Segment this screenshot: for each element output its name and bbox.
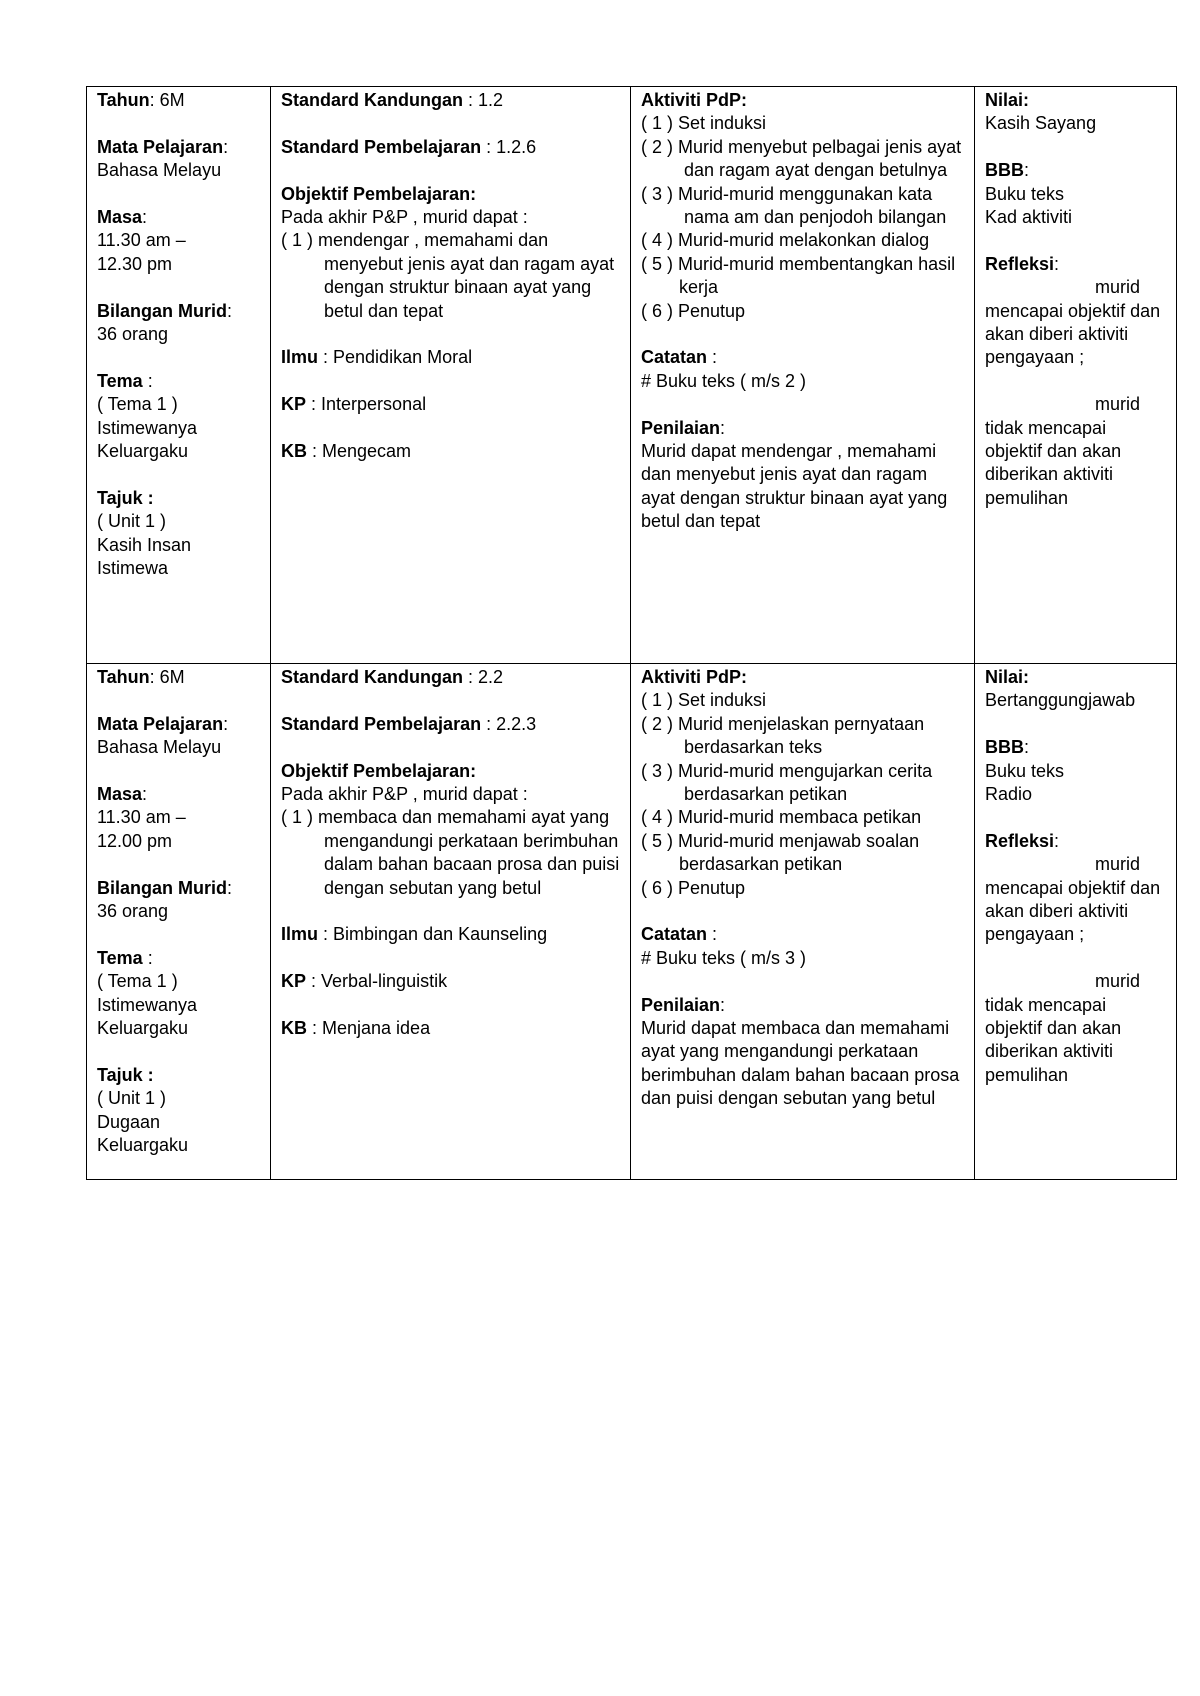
catatan-value: # Buku teks ( m/s 2 ) xyxy=(641,370,807,391)
standard-kandungan-field xyxy=(281,89,620,112)
kb-value: : Mengecam xyxy=(307,441,412,462)
bilangan-murid-field: Bilangan Murid: 36 orang xyxy=(97,300,233,345)
lesson-row xyxy=(87,664,1177,1180)
penilaian-value: Murid dapat mendengar , memahami dan menyebut jenis ayat dan ragam ayat dengan struktur binaan ayat yang betul dan tepat xyxy=(641,441,948,532)
ilmu-label: Ilmu xyxy=(281,347,319,368)
bilangan-murid-label: Bilangan Murid xyxy=(97,877,227,898)
mata-pelajaran-value: Bahasa Melayu xyxy=(97,737,222,758)
masa-value: 11.30 am – 12.30 pm xyxy=(97,230,186,274)
aktiviti-item: ( 3 ) Murid-murid menggunakan kata nama am dan penjodoh bilangan xyxy=(641,183,947,228)
lesson-plan-table xyxy=(86,86,1177,1180)
tajuk-field xyxy=(97,1064,260,1158)
kp-label: KP xyxy=(281,394,307,415)
refleksi-mencapai-text: mencapai objektif dan akan diberi aktiviti pengayaan ; xyxy=(985,300,1161,368)
bilangan-murid-field: Bilangan Murid: 36 orang xyxy=(97,877,233,922)
ilmu-label: Ilmu xyxy=(281,924,319,945)
ilmu-value: : Bimbingan dan Kaunseling xyxy=(318,924,548,945)
kp-label: KP xyxy=(281,971,307,992)
aktiviti-cell xyxy=(631,664,975,1180)
aktiviti-item: ( 3 ) Murid-murid mengujarkan cerita berdasarkan petikan xyxy=(641,760,933,805)
refleksi-tidak-mencapai xyxy=(985,970,1166,1087)
nilai-label: Nilai: xyxy=(985,667,1030,687)
masa-label: Masa xyxy=(97,207,143,227)
ilmu-field xyxy=(281,923,620,946)
standard-cell xyxy=(271,87,631,664)
nilai-label: Nilai: xyxy=(985,90,1030,110)
tajuk-value: ( Unit 1 ) Dugaan Keluargaku xyxy=(97,1088,189,1156)
tahun-value: : 6M xyxy=(149,90,185,110)
refleksi-mencapai-word: murid xyxy=(1095,277,1141,298)
tajuk-label: Tajuk : xyxy=(97,487,154,508)
refleksi-tidak-mencapai-text: tidak mencapai objektif dan akan diberikan aktiviti pemulihan xyxy=(985,417,1122,508)
tajuk-label: Tajuk : xyxy=(97,1064,154,1085)
bbb-field: BBB: xyxy=(985,160,1030,181)
mata-pelajaran-field: Mata Pelajaran: Bahasa Melayu xyxy=(97,136,229,181)
standard-pembelajaran-field xyxy=(281,136,620,159)
penilaian-value: Murid dapat membaca dan memahami ayat yang mengandungi perkataan berimbuhan dalam bahan bacaan prosa dan puisi dengan sebutan yang betul xyxy=(641,1018,960,1109)
mata-pelajaran-label: Mata Pelajaran xyxy=(97,136,224,157)
objektif-item: ( 1 ) membaca dan memahami ayat yang mengandungi perkataan berimbuhan dalam bahan bacaan prosa dan puisi dengan sebutan yang betul xyxy=(281,807,620,898)
catatan-value: # Buku teks ( m/s 3 ) xyxy=(641,947,807,968)
bbb-label: BBB xyxy=(985,160,1024,181)
nilai-cell xyxy=(975,664,1177,1180)
aktiviti-item: ( 5 ) Murid-murid membentangkan hasil kerja xyxy=(641,253,956,298)
masa-value: 11.30 am – 12.00 pm xyxy=(97,807,186,851)
tahun-value: : 6M xyxy=(149,667,185,687)
standard-kandungan-field xyxy=(281,666,620,689)
tahun-label: Tahun xyxy=(97,667,150,687)
catatan-label: Catatan xyxy=(641,347,708,368)
objektif-intro: Pada akhir P&P , murid dapat : xyxy=(281,207,528,227)
aktiviti-item: ( 5 ) Murid-murid menjawab soalan berdasarkan petikan xyxy=(641,830,920,875)
kp-field xyxy=(281,970,620,993)
aktiviti-item: ( 2 ) Murid menjelaskan pernyataan berdasarkan teks xyxy=(641,713,925,758)
tajuk-field xyxy=(97,487,260,581)
standard-pembelajaran-value: : 2.2.3 xyxy=(481,713,537,734)
standard-pembelajaran-field xyxy=(281,713,620,736)
bilangan-murid-value: 36 orang xyxy=(97,901,169,922)
penilaian-label: Penilaian xyxy=(641,994,721,1015)
refleksi-field: Refleksi: xyxy=(985,253,1060,274)
refleksi-mencapai xyxy=(985,276,1166,370)
tema-value: ( Tema 1 ) Istimewanya Keluargaku xyxy=(97,971,198,1039)
refleksi-label: Refleksi xyxy=(985,253,1055,274)
kb-label: KB xyxy=(281,441,307,462)
aktiviti-cell xyxy=(631,87,975,664)
tema-label: Tema xyxy=(97,947,143,968)
lesson-plan-body xyxy=(87,87,1177,1180)
tahun-field xyxy=(97,666,260,689)
aktiviti-label: Aktiviti PdP: xyxy=(641,90,748,110)
penilaian-label: Penilaian xyxy=(641,417,721,438)
penilaian-field: Penilaian: xyxy=(641,417,726,438)
penilaian-field: Penilaian: xyxy=(641,994,726,1015)
standard-kandungan-label: Standard Kandungan xyxy=(281,667,464,687)
objektif-intro: Pada akhir P&P , murid dapat : xyxy=(281,784,528,804)
aktiviti-item: ( 4 ) Murid-murid melakonkan dialog xyxy=(641,230,930,251)
kb-value: : Menjana idea xyxy=(307,1018,431,1039)
kp-value: : Verbal-linguistik xyxy=(306,971,448,992)
catatan-field: Catatan : xyxy=(641,347,718,368)
standard-pembelajaran-label: Standard Pembelajaran xyxy=(281,136,482,157)
lesson-row xyxy=(87,87,1177,664)
bbb-value: Buku teks Radio xyxy=(985,760,1065,805)
standard-kandungan-value: : 1.2 xyxy=(463,90,504,110)
objektif-item: ( 1 ) mendengar , memahami dan menyebut jenis ayat dan ragam ayat dengan struktur binaan ayat yang betul dan tepat xyxy=(281,230,615,321)
aktiviti-item: ( 1 ) Set induksi xyxy=(641,113,767,134)
refleksi-tidak-mencapai-text: tidak mencapai objektif dan akan diberikan aktiviti pemulihan xyxy=(985,994,1122,1085)
tema-field: Tema : ( Tema 1 ) Istimewanya Keluargaku xyxy=(97,370,198,462)
aktiviti-item: ( 6 ) Penutup xyxy=(641,877,746,898)
standard-cell xyxy=(271,664,631,1180)
info-cell xyxy=(87,664,271,1180)
refleksi-tidak-mencapai-word: murid xyxy=(1095,394,1141,415)
objektif-label: Objektif Pembelajaran: xyxy=(281,760,477,781)
tahun-field xyxy=(97,89,260,112)
catatan-label: Catatan xyxy=(641,924,708,945)
tema-value: ( Tema 1 ) Istimewanya Keluargaku xyxy=(97,394,198,462)
tema-field: Tema : ( Tema 1 ) Istimewanya Keluargaku xyxy=(97,947,198,1039)
tahun-label: Tahun xyxy=(97,90,150,110)
aktiviti-label: Aktiviti PdP: xyxy=(641,667,748,687)
refleksi-field: Refleksi: xyxy=(985,830,1060,851)
bilangan-murid-value: 36 orang xyxy=(97,324,169,345)
catatan-field: Catatan : xyxy=(641,924,718,945)
refleksi-mencapai xyxy=(985,853,1166,947)
standard-kandungan-value: : 2.2 xyxy=(463,667,504,687)
mata-pelajaran-value: Bahasa Melayu xyxy=(97,160,222,181)
kp-value: : Interpersonal xyxy=(306,394,427,415)
bbb-value: Buku teks Kad aktiviti xyxy=(985,183,1073,228)
kb-field xyxy=(281,440,620,463)
refleksi-mencapai-word: murid xyxy=(1095,854,1141,875)
refleksi-label: Refleksi xyxy=(985,830,1055,851)
refleksi-mencapai-text: mencapai objektif dan akan diberi aktiviti pengayaan ; xyxy=(985,877,1161,945)
aktiviti-item: ( 2 ) Murid menyebut pelbagai jenis ayat dan ragam ayat dengan betulnya xyxy=(641,136,962,181)
objektif-label: Objektif Pembelajaran: xyxy=(281,183,477,204)
refleksi-tidak-mencapai-word: murid xyxy=(1095,971,1141,992)
aktiviti-item: ( 6 ) Penutup xyxy=(641,300,746,321)
nilai-value: Bertanggungjawab xyxy=(985,690,1136,711)
ilmu-value: : Pendidikan Moral xyxy=(318,347,473,368)
kp-field xyxy=(281,393,620,416)
tema-label: Tema xyxy=(97,370,143,391)
masa-field: Masa: 11.30 am – 12.00 pm xyxy=(97,784,186,851)
kb-field xyxy=(281,1017,620,1040)
bilangan-murid-label: Bilangan Murid xyxy=(97,300,227,321)
info-cell xyxy=(87,87,271,664)
masa-label: Masa xyxy=(97,784,143,804)
standard-pembelajaran-value: : 1.2.6 xyxy=(481,136,537,157)
aktiviti-list xyxy=(641,689,964,900)
kb-label: KB xyxy=(281,1018,307,1039)
bbb-field: BBB: xyxy=(985,737,1030,758)
masa-field: Masa: 11.30 am – 12.30 pm xyxy=(97,207,186,274)
nilai-cell xyxy=(975,87,1177,664)
mata-pelajaran-field: Mata Pelajaran: Bahasa Melayu xyxy=(97,713,229,758)
refleksi-tidak-mencapai xyxy=(985,393,1166,510)
tajuk-value: ( Unit 1 ) Kasih Insan Istimewa xyxy=(97,511,192,579)
nilai-value: Kasih Sayang xyxy=(985,113,1097,134)
standard-pembelajaran-label: Standard Pembelajaran xyxy=(281,713,482,734)
standard-kandungan-label: Standard Kandungan xyxy=(281,90,464,110)
aktiviti-item: ( 1 ) Set induksi xyxy=(641,690,767,711)
bbb-label: BBB xyxy=(985,737,1024,758)
aktiviti-item: ( 4 ) Murid-murid membaca petikan xyxy=(641,807,922,828)
aktiviti-list xyxy=(641,112,964,323)
ilmu-field xyxy=(281,346,620,369)
mata-pelajaran-label: Mata Pelajaran xyxy=(97,713,224,734)
